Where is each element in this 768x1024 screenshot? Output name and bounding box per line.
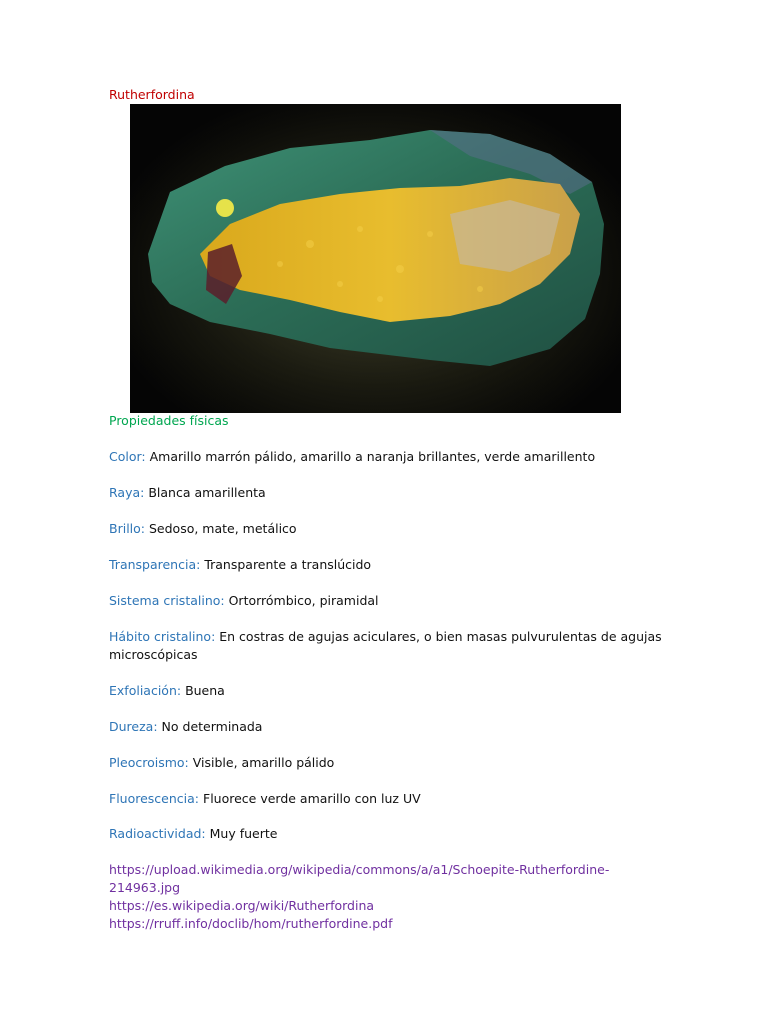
property-pleochroism: [109, 754, 669, 772]
mineral-specimen-illustration: [130, 104, 621, 413]
property-label: Raya:: [109, 485, 145, 500]
property-luster: [109, 520, 669, 538]
property-value: Visible, amarillo pálido: [192, 755, 335, 770]
property-value: Muy fuerte: [209, 826, 278, 841]
property-value: Buena: [185, 683, 225, 698]
property-cleavage: [109, 682, 669, 700]
property-transparency: [109, 556, 669, 574]
property-color: [109, 448, 669, 466]
property-value: No determinada: [161, 719, 263, 734]
property-label: Brillo:: [109, 521, 145, 536]
property-value: Fluorece verde amarillo con luz UV: [203, 791, 421, 806]
reference-links: [109, 861, 669, 933]
property-label: Sistema cristalino:: [109, 593, 225, 608]
property-value: Sedoso, mate, metálico: [148, 521, 297, 536]
reference-link-wikimedia[interactable]: https://upload.wikimedia.org/wikipedia/commons/a/a1/Schoepite-Rutherfordine-214963.jpg: [109, 862, 610, 895]
property-value: Ortorrómbico, piramidal: [228, 593, 379, 608]
property-label: Fluorescencia:: [109, 791, 200, 806]
property-label: Pleocroismo:: [109, 755, 189, 770]
property-label: Dureza:: [109, 719, 158, 734]
property-label: Transparencia:: [109, 557, 201, 572]
mineral-photo: [130, 104, 621, 413]
property-label: Hábito cristalino:: [109, 629, 216, 644]
property-value: Transparente a translúcido: [204, 557, 372, 572]
property-label: Color:: [109, 449, 146, 464]
property-value: Amarillo marrón pálido, amarillo a naranja brillantes, verde amarillento: [149, 449, 596, 464]
property-crystal-habit: [109, 628, 669, 664]
property-radioactivity: [109, 825, 669, 843]
section-heading-physical-properties: Propiedades físicas: [109, 413, 229, 428]
reference-link-wikipedia[interactable]: https://es.wikipedia.org/wiki/Rutherfordina: [109, 898, 375, 913]
property-crystal-system: [109, 592, 669, 610]
property-fluorescence: [109, 790, 669, 808]
property-value: En costras de agujas aciculares, o bien masas pulvurulentas de agujas microscópicas: [109, 629, 662, 662]
property-hardness: [109, 718, 669, 736]
document-title: Rutherfordina: [109, 87, 195, 102]
property-label: Radioactividad:: [109, 826, 206, 841]
property-value: Blanca amarillenta: [148, 485, 266, 500]
property-streak: [109, 484, 669, 502]
reference-link-rruff[interactable]: https://rruff.info/doclib/hom/rutherfordine.pdf: [109, 916, 393, 931]
property-label: Exfoliación:: [109, 683, 182, 698]
